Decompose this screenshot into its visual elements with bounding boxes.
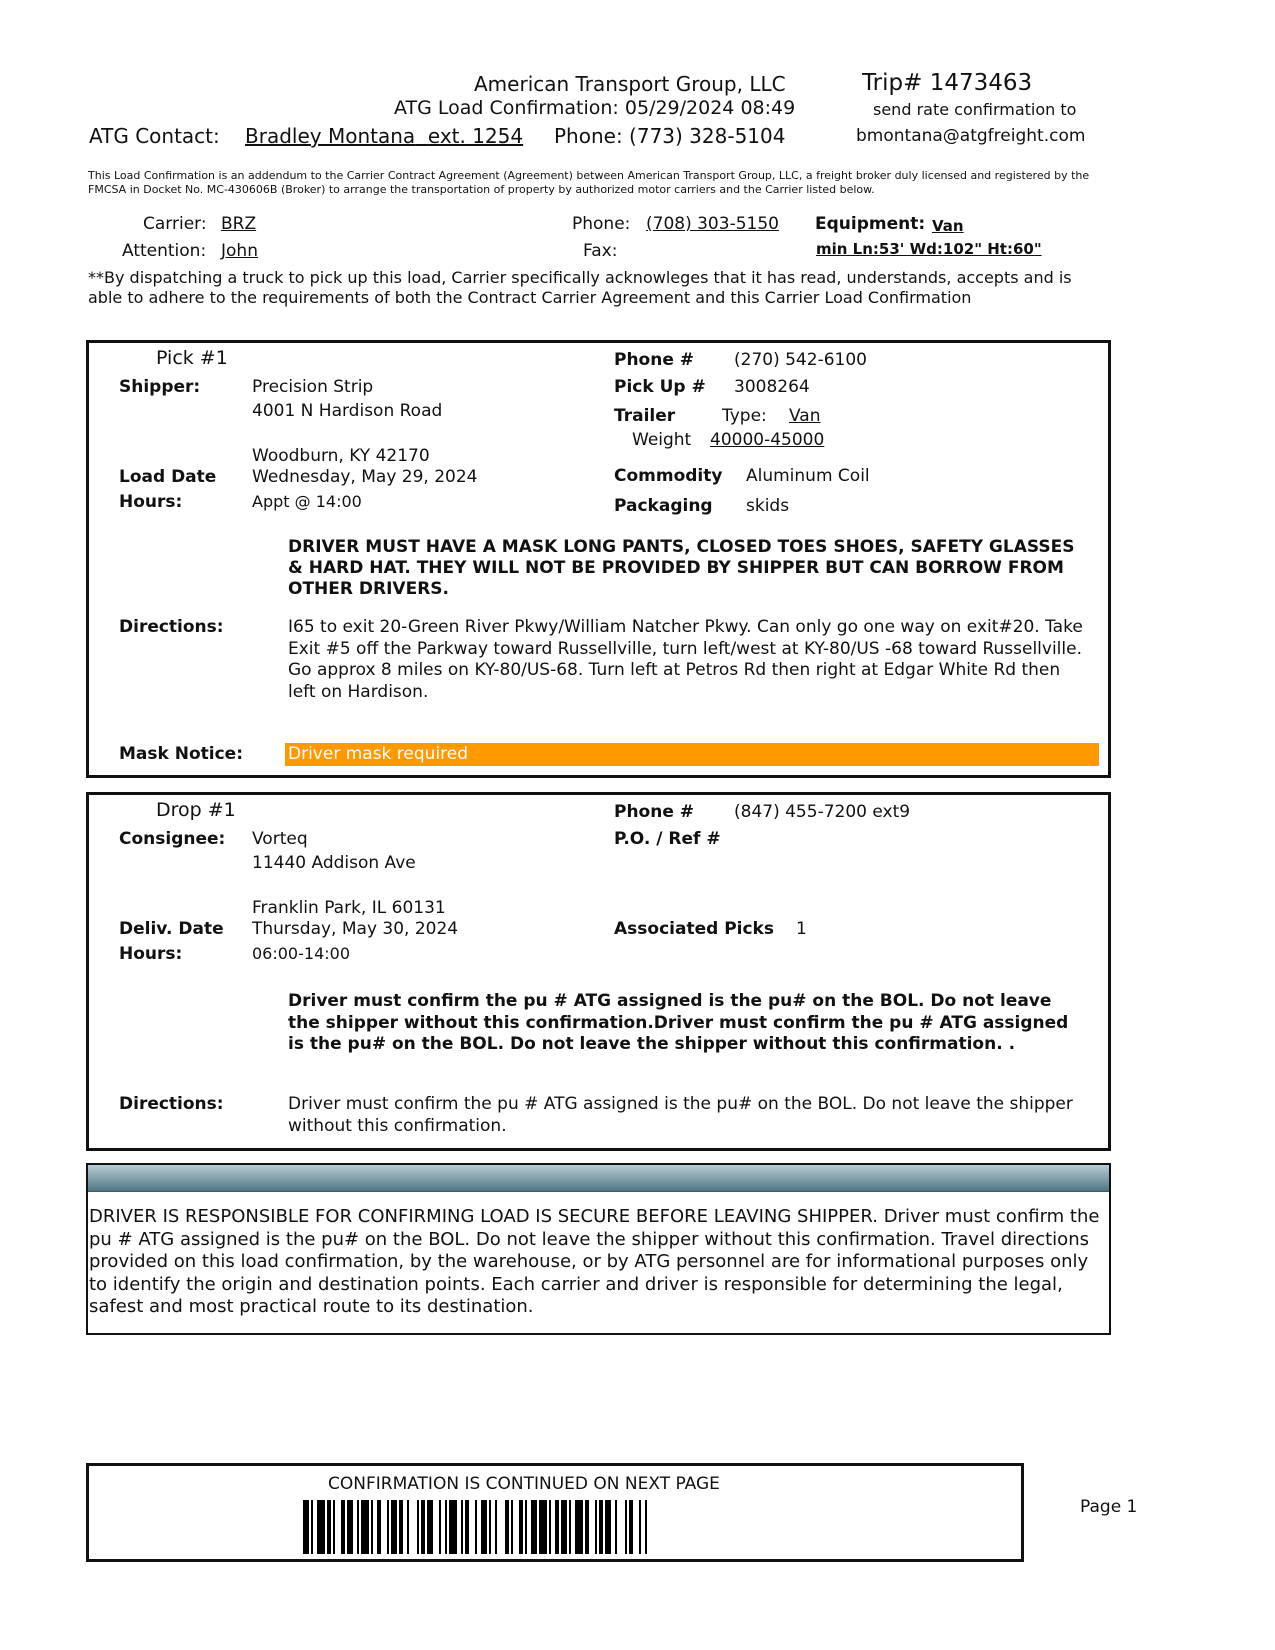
company-name: American Transport Group, LLC [474, 72, 786, 96]
confirmation-line [394, 97, 795, 119]
carrier-phone-label: Phone: [572, 214, 631, 234]
barcode-bar [639, 1500, 641, 1554]
contact-label: ATG Contact: [89, 124, 220, 148]
barcode-bar [629, 1500, 633, 1554]
barcode-bar [465, 1500, 469, 1554]
pick-hours: Appt @ 14:00 [252, 492, 362, 511]
equipment-label: Equipment: [815, 214, 926, 234]
disclaimer-text: DRIVER IS RESPONSIBLE FOR CONFIRMING LOAD IS SECURE BEFORE LEAVING SHIPPER. Driver must confirm the pu # ATG assigned is the pu# on the BOL. Do not leave the shipper without this confirmation. Travel directions provided on this load confirmation, by the warehouse, or by ATG personnel are for informational purposes only to identify the origin and destination points. Each carrier and driver is responsible for determining the legal, safest and most practical route to its destination. [89, 1206, 1100, 1317]
drop-notes: Driver must confirm the pu # ATG assigned is the pu# on the BOL. Do not leave the shipper without this confirmation.Driver must confirm the pu # ATG assigned is the pu# on the BOL. Do not leave the shipper without this confirmation. . [288, 991, 1069, 1054]
barcode-bar [599, 1500, 603, 1554]
barcode-bar [327, 1500, 331, 1554]
barcode-bar [585, 1500, 589, 1554]
attention-label: Attention: [122, 241, 207, 261]
commodity-label: Commodity [614, 466, 723, 486]
barcode-bar [481, 1500, 487, 1554]
disclaimer-band [88, 1165, 1109, 1192]
pick-phone-label: Phone # [614, 350, 695, 370]
drop-title: Drop #1 [156, 799, 236, 821]
barcode-bar [555, 1500, 559, 1554]
send-rate-note: send rate confirmation to [873, 100, 1077, 119]
pickup-number: 3008264 [734, 377, 810, 397]
contact-ext: ext. 1254 [427, 124, 524, 148]
barcode-bar [449, 1500, 457, 1554]
barcode-bar [377, 1500, 381, 1554]
pick-title: Pick #1 [156, 347, 228, 369]
associated-picks-value: 1 [796, 919, 807, 939]
drop-phone-label: Phone # [614, 802, 695, 822]
barcode-bar [357, 1500, 359, 1554]
barcode-bar [439, 1500, 441, 1554]
barcode-bar [505, 1500, 509, 1554]
barcode-bar [399, 1500, 403, 1554]
barcode-bar [561, 1500, 567, 1554]
consignee-name: Vorteq [252, 829, 308, 849]
consignee-address: 11440 Addison Ave [252, 853, 416, 873]
drop-directions-label: Directions: [119, 1094, 224, 1114]
barcode-bar [615, 1500, 617, 1554]
trip-number: Trip# 1473463 [862, 70, 1033, 96]
barcode-bar [511, 1500, 513, 1554]
barcode-bar [519, 1500, 523, 1554]
shipper-label: Shipper: [119, 377, 201, 397]
barcode-bar [539, 1500, 547, 1554]
barcode-bar [461, 1500, 463, 1554]
drop-directions: Driver must confirm the pu # ATG assigned is the pu# on the BOL. Do not leave the shipper without this confirmation. [288, 1094, 1073, 1136]
packaging-label: Packaging [614, 496, 713, 516]
pick-directions-label: Directions: [119, 617, 224, 637]
acknowledgement-text: **By dispatching a truck to pick up this load, Carrier specifically acknowleges that it has read, understands, accepts and is able to adhere to the requirements of both the Contract Carrier Agreement and this Carrier Load Confirmation [88, 268, 1072, 307]
packaging-value: skids [746, 496, 790, 516]
po-ref-label: P.O. / Ref # [614, 829, 721, 849]
barcode-bar [575, 1500, 583, 1554]
pick-notes: DRIVER MUST HAVE A MASK LONG PANTS, CLOSED TOES SHOES, SAFETY GLASSES & HARD HAT. THEY WILL NOT BE PROVIDED BY SHIPPER BUT CAN BORROW FROM OTHER DRIVERS. [288, 537, 1075, 599]
consignee-city: Franklin Park, IL 60131 [252, 898, 446, 918]
commodity-value: Aluminum Coil [746, 466, 870, 486]
barcode-bar [407, 1500, 409, 1554]
load-date: Wednesday, May 29, 2024 [252, 467, 478, 487]
carrier-value: BRZ [221, 214, 257, 234]
carrier-label: Carrier: [143, 214, 207, 234]
drop-phone: (847) 455-7200 ext9 [734, 802, 911, 822]
barcode-bar [387, 1500, 389, 1554]
pick-directions: I65 to exit 20-Green River Pkwy/William Natcher Pkwy. Can only go one way on exit#20. Take Exit #5 off the Parkway toward Russellville, turn left/west at KY-80/US -68 toward Russellville. Go approx 8 miles on KY-80/US-68. Turn left at Petros Rd then right at Edgar White Rd then left on Hardison. [288, 617, 1083, 702]
barcode-bar [391, 1500, 397, 1554]
barcode-bar [333, 1500, 335, 1554]
barcode-bar [445, 1500, 447, 1554]
shipper-name: Precision Strip [252, 377, 374, 397]
carrier-phone-value: (708) 303-5150 [646, 214, 779, 234]
deliv-date: Thursday, May 30, 2024 [252, 919, 459, 939]
barcode-bar [625, 1500, 627, 1554]
page-number: Page 1 [1080, 1497, 1138, 1517]
continued-notice: CONFIRMATION IS CONTINUED ON NEXT PAGE [328, 1474, 720, 1494]
deliv-date-label: Deliv. Date [119, 919, 224, 939]
mask-notice-value: Driver mask required [285, 743, 1099, 766]
barcode-bar [569, 1500, 571, 1554]
barcode-bar [605, 1500, 611, 1554]
trailer-type: Van [789, 406, 821, 426]
barcode-bar [317, 1500, 325, 1554]
barcode-bar [495, 1500, 497, 1554]
confirmation-datetime: 05/29/2024 08:49 [624, 97, 796, 119]
shipper-city: Woodburn, KY 42170 [252, 446, 430, 466]
pick-phone: (270) 542-6100 [734, 350, 867, 370]
carrier-fax-label: Fax: [583, 241, 618, 261]
barcode-bar [427, 1500, 433, 1554]
shipper-address: 4001 N Hardison Road [252, 401, 443, 421]
mask-notice-label: Mask Notice: [119, 744, 243, 764]
barcode-bar [361, 1500, 369, 1554]
barcode-bar [475, 1500, 477, 1554]
barcode-bar [341, 1500, 345, 1554]
barcode-bar [417, 1500, 419, 1554]
barcode-bar [311, 1500, 313, 1554]
trailer-label: Trailer [614, 406, 676, 426]
pick-hours-label: Hours: [119, 492, 183, 512]
barcode-bar [525, 1500, 527, 1554]
barcode-bar [371, 1500, 373, 1554]
consignee-label: Consignee: [119, 829, 226, 849]
load-date-label: Load Date [119, 467, 217, 487]
barcode-bar [421, 1500, 425, 1554]
weight-label: Weight [632, 430, 692, 450]
barcode-bar [347, 1500, 353, 1554]
barcode-icon [303, 1500, 807, 1554]
barcode-bar [595, 1500, 597, 1554]
barcode-bar [645, 1500, 647, 1554]
equipment-value: Van [932, 217, 964, 235]
contact-email[interactable]: bmontana@atgfreight.com [856, 126, 1086, 146]
contact-name-text: Bradley Montana [245, 124, 416, 148]
barcode-bar [531, 1500, 537, 1554]
attention-value: John [221, 241, 258, 261]
pickup-number-label: Pick Up # [614, 377, 706, 397]
weight-value: 40000-45000 [710, 430, 825, 450]
confirmation-label: ATG Load Confirmation: [394, 97, 619, 119]
barcode-bar [303, 1500, 309, 1554]
barcode-bar [549, 1500, 551, 1554]
trailer-type-label: Type: [722, 406, 767, 426]
equipment-dimensions: min Ln:53' Wd:102" Ht:60" [816, 240, 1042, 258]
contact-phone: Phone: (773) 328-5104 [554, 124, 786, 148]
associated-picks-label: Associated Picks [614, 919, 774, 939]
contact-name[interactable] [245, 124, 523, 148]
drop-hours-label: Hours: [119, 944, 183, 964]
barcode-bar [489, 1500, 491, 1554]
drop-hours: 06:00-14:00 [252, 944, 350, 963]
addendum-text: This Load Confirmation is an addendum to the Carrier Contract Agreement (Agreement) between American Transport Group, LLC, a freight broker duly licensed and registered by the FMCSA in Docket No. MC-430606B (Broker) to arrange the transportation of property by authorized motor carriers and the Carrier listed below. [88, 169, 1090, 196]
